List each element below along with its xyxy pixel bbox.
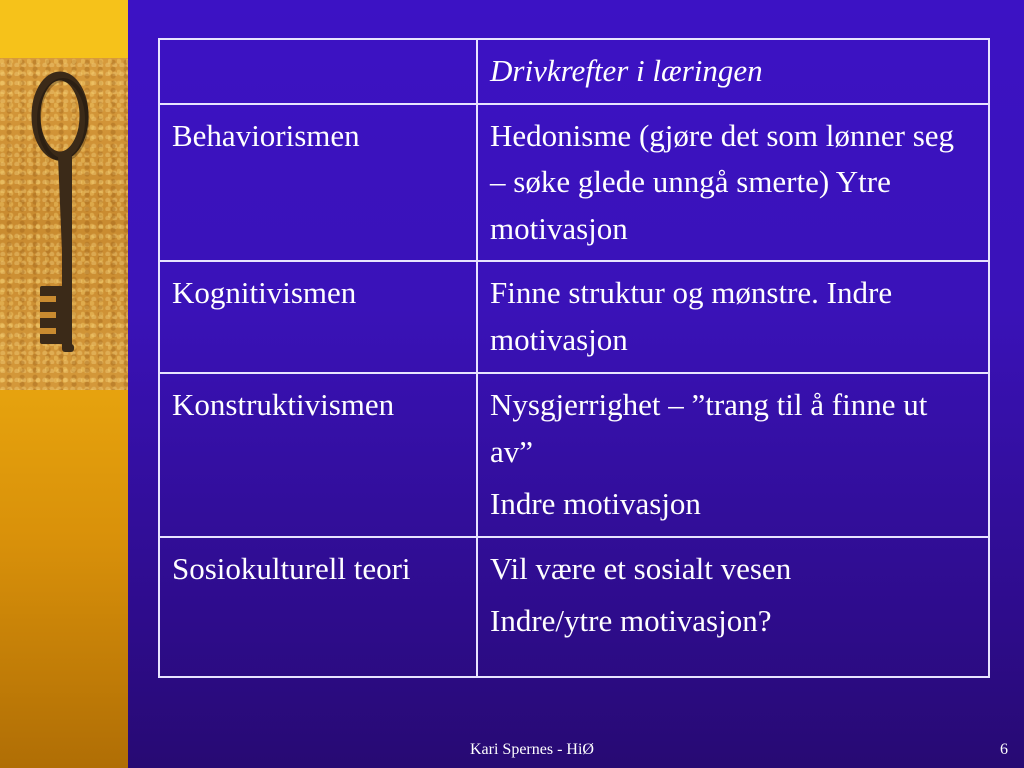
accent-strip-top bbox=[0, 0, 128, 58]
table-header-row bbox=[159, 39, 989, 104]
theory-cell: Behaviorismen bbox=[159, 104, 477, 262]
description-cell bbox=[477, 537, 989, 678]
content-table bbox=[158, 38, 990, 678]
table-row bbox=[159, 537, 989, 678]
header-cell-drivkrefter: Drivkrefter i læringen bbox=[477, 39, 989, 104]
table-row bbox=[159, 261, 989, 373]
description-text: Finne struktur og mønstre. Indre motivasjon bbox=[490, 275, 893, 357]
description-cell bbox=[477, 104, 989, 262]
description-text: Hedonisme (gjøre det som lønner seg – søke glede unngå smerte) Ytre motivasjon bbox=[490, 117, 955, 246]
table-row bbox=[159, 373, 989, 537]
description-text: Vil være et sosialt vesen bbox=[490, 550, 792, 586]
key-image bbox=[0, 58, 128, 390]
description-text: Nysgjerrighet – ”trang til å finne ut av” bbox=[490, 387, 928, 469]
theory-cell: Sosiokulturell teori bbox=[159, 537, 477, 678]
description-text: Indre motivasjon bbox=[490, 486, 701, 521]
description-text: Indre/ytre motivasjon? bbox=[490, 603, 772, 638]
description-cell bbox=[477, 373, 989, 537]
theory-cell: Konstruktivismen bbox=[159, 373, 477, 537]
theory-cell: Kognitivismen bbox=[159, 261, 477, 373]
table-row bbox=[159, 104, 989, 262]
footer-author: Kari Spernes - HiØ bbox=[470, 741, 594, 758]
header-cell-empty bbox=[159, 39, 477, 104]
description-cell bbox=[477, 261, 989, 373]
key-icon bbox=[0, 58, 128, 390]
page-number: 6 bbox=[1000, 741, 1008, 758]
